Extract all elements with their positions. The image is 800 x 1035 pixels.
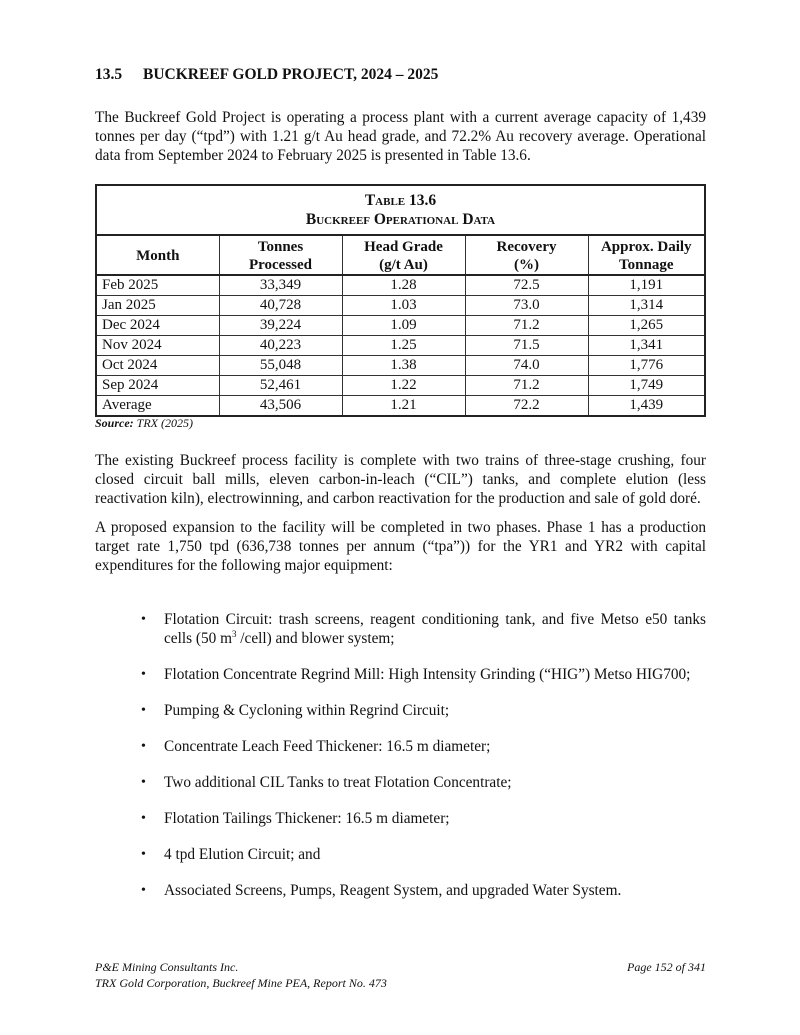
list-item: • Pumping & Cycloning within Regrind Circuit; — [141, 702, 450, 719]
bullet-icon: • — [141, 612, 146, 627]
list-item: • 4 tpd Elution Circuit; and — [141, 846, 321, 863]
bullet-icon: • — [141, 775, 146, 790]
table-row: Feb 2025 33,349 1.28 72.5 1,191 — [96, 275, 705, 296]
table-row: Sep 2024 52,461 1.22 71.2 1,749 — [96, 376, 705, 396]
list-item: • Flotation Concentrate Regrind Mill: High Intensity Grinding (“HIG”) Metso HIG700; — [141, 666, 691, 683]
operational-data-table — [95, 184, 706, 417]
list-item: • Flotation Circuit: trash screens, reagent conditioning tank, and five Metso e50 tanks cells (50 $m^3$ /cell) and blower system; — [141, 611, 706, 647]
table-title: Buckreef Operational Data — [305, 211, 496, 228]
facility-paragraph: The existing Buckreef process facility is complete with two trains of three-stage crushing, four closed circuit ball mills, eleven carbon-in-leach (“CIL”) tanks, and complete elution (less reactivation kiln), electrowinning, and carbon reactivation for the production and sale of gold doré. — [95, 452, 706, 507]
table-header-row — [96, 235, 705, 275]
bullet-icon: • — [141, 667, 146, 682]
table-row: Dec 2024 39,224 1.09 71.2 1,265 — [96, 316, 705, 336]
col-header-tonnes: Tonnes Processed — [219, 235, 342, 275]
bullet-icon: • — [141, 703, 146, 718]
list-item: • Concentrate Leach Feed Thickener: 16.5 m diameter; — [141, 738, 491, 755]
bullet-icon: • — [141, 811, 146, 826]
source-label: Source: — [95, 416, 134, 430]
list-item: • Associated Screens, Pumps, Reagent System, and upgraded Water System. — [141, 882, 622, 899]
page-number: Page 152 of 341 — [627, 960, 706, 974]
footer-report: TRX Gold Corporation, Buckreef Mine PEA, Report No. 473 — [95, 976, 387, 990]
list-item: • Two additional CIL Tanks to treat Flotation Concentrate; — [141, 774, 512, 791]
col-header-month: Month — [96, 235, 219, 275]
table-row: Nov 2024 40,223 1.25 71.5 1,341 — [96, 336, 705, 356]
footer-company: P&E Mining Consultants Inc. — [95, 960, 239, 974]
section-title: BUCKREEF GOLD PROJECT, 2024 – 2025 — [143, 66, 439, 83]
table-row-average: Average 43,506 1.21 72.2 1,439 — [96, 396, 705, 417]
bullet-icon: • — [141, 883, 146, 898]
table-caption — [96, 185, 705, 235]
col-header-head-grade: Head Grade (g/t Au) — [342, 235, 465, 275]
source-text: TRX (2025) — [136, 416, 193, 430]
table-label: Table 13.6 — [364, 192, 437, 209]
list-item: • Flotation Tailings Thickener: 16.5 m diameter; — [141, 810, 450, 827]
col-header-recovery: Recovery (%) — [465, 235, 588, 275]
equipment-list — [95, 610, 706, 917]
section-number: 13.5 — [95, 66, 123, 83]
section-heading — [95, 66, 438, 84]
bullet-icon: • — [141, 847, 146, 862]
col-header-daily-tonnage: Approx. Daily Tonnage — [588, 235, 705, 275]
table-row: Jan 2025 40,728 1.03 73.0 1,314 — [96, 296, 705, 316]
table-source — [95, 416, 193, 431]
expansion-paragraph: A proposed expansion to the facility will be completed in two phases. Phase 1 has a production target rate 1,750 tpd (636,738 tonnes per annum (“tpa”)) for the YR1 and YR2 with capital expenditures for the following major equipment: — [95, 519, 706, 574]
table-row: Oct 2024 55,048 1.38 74.0 1,776 — [96, 356, 705, 376]
bullet-icon: • — [141, 739, 146, 754]
page-footer — [95, 959, 706, 991]
intro-paragraph: The Buckreef Gold Project is operating a process plant with a current average capacity of 1,439 tonnes per day (“tpd”) with 1.21 g/t Au head grade, and 72.2% Au recovery average. Operational data from September 2024 to February 2025 is presented in Table 13.6. — [95, 109, 706, 164]
